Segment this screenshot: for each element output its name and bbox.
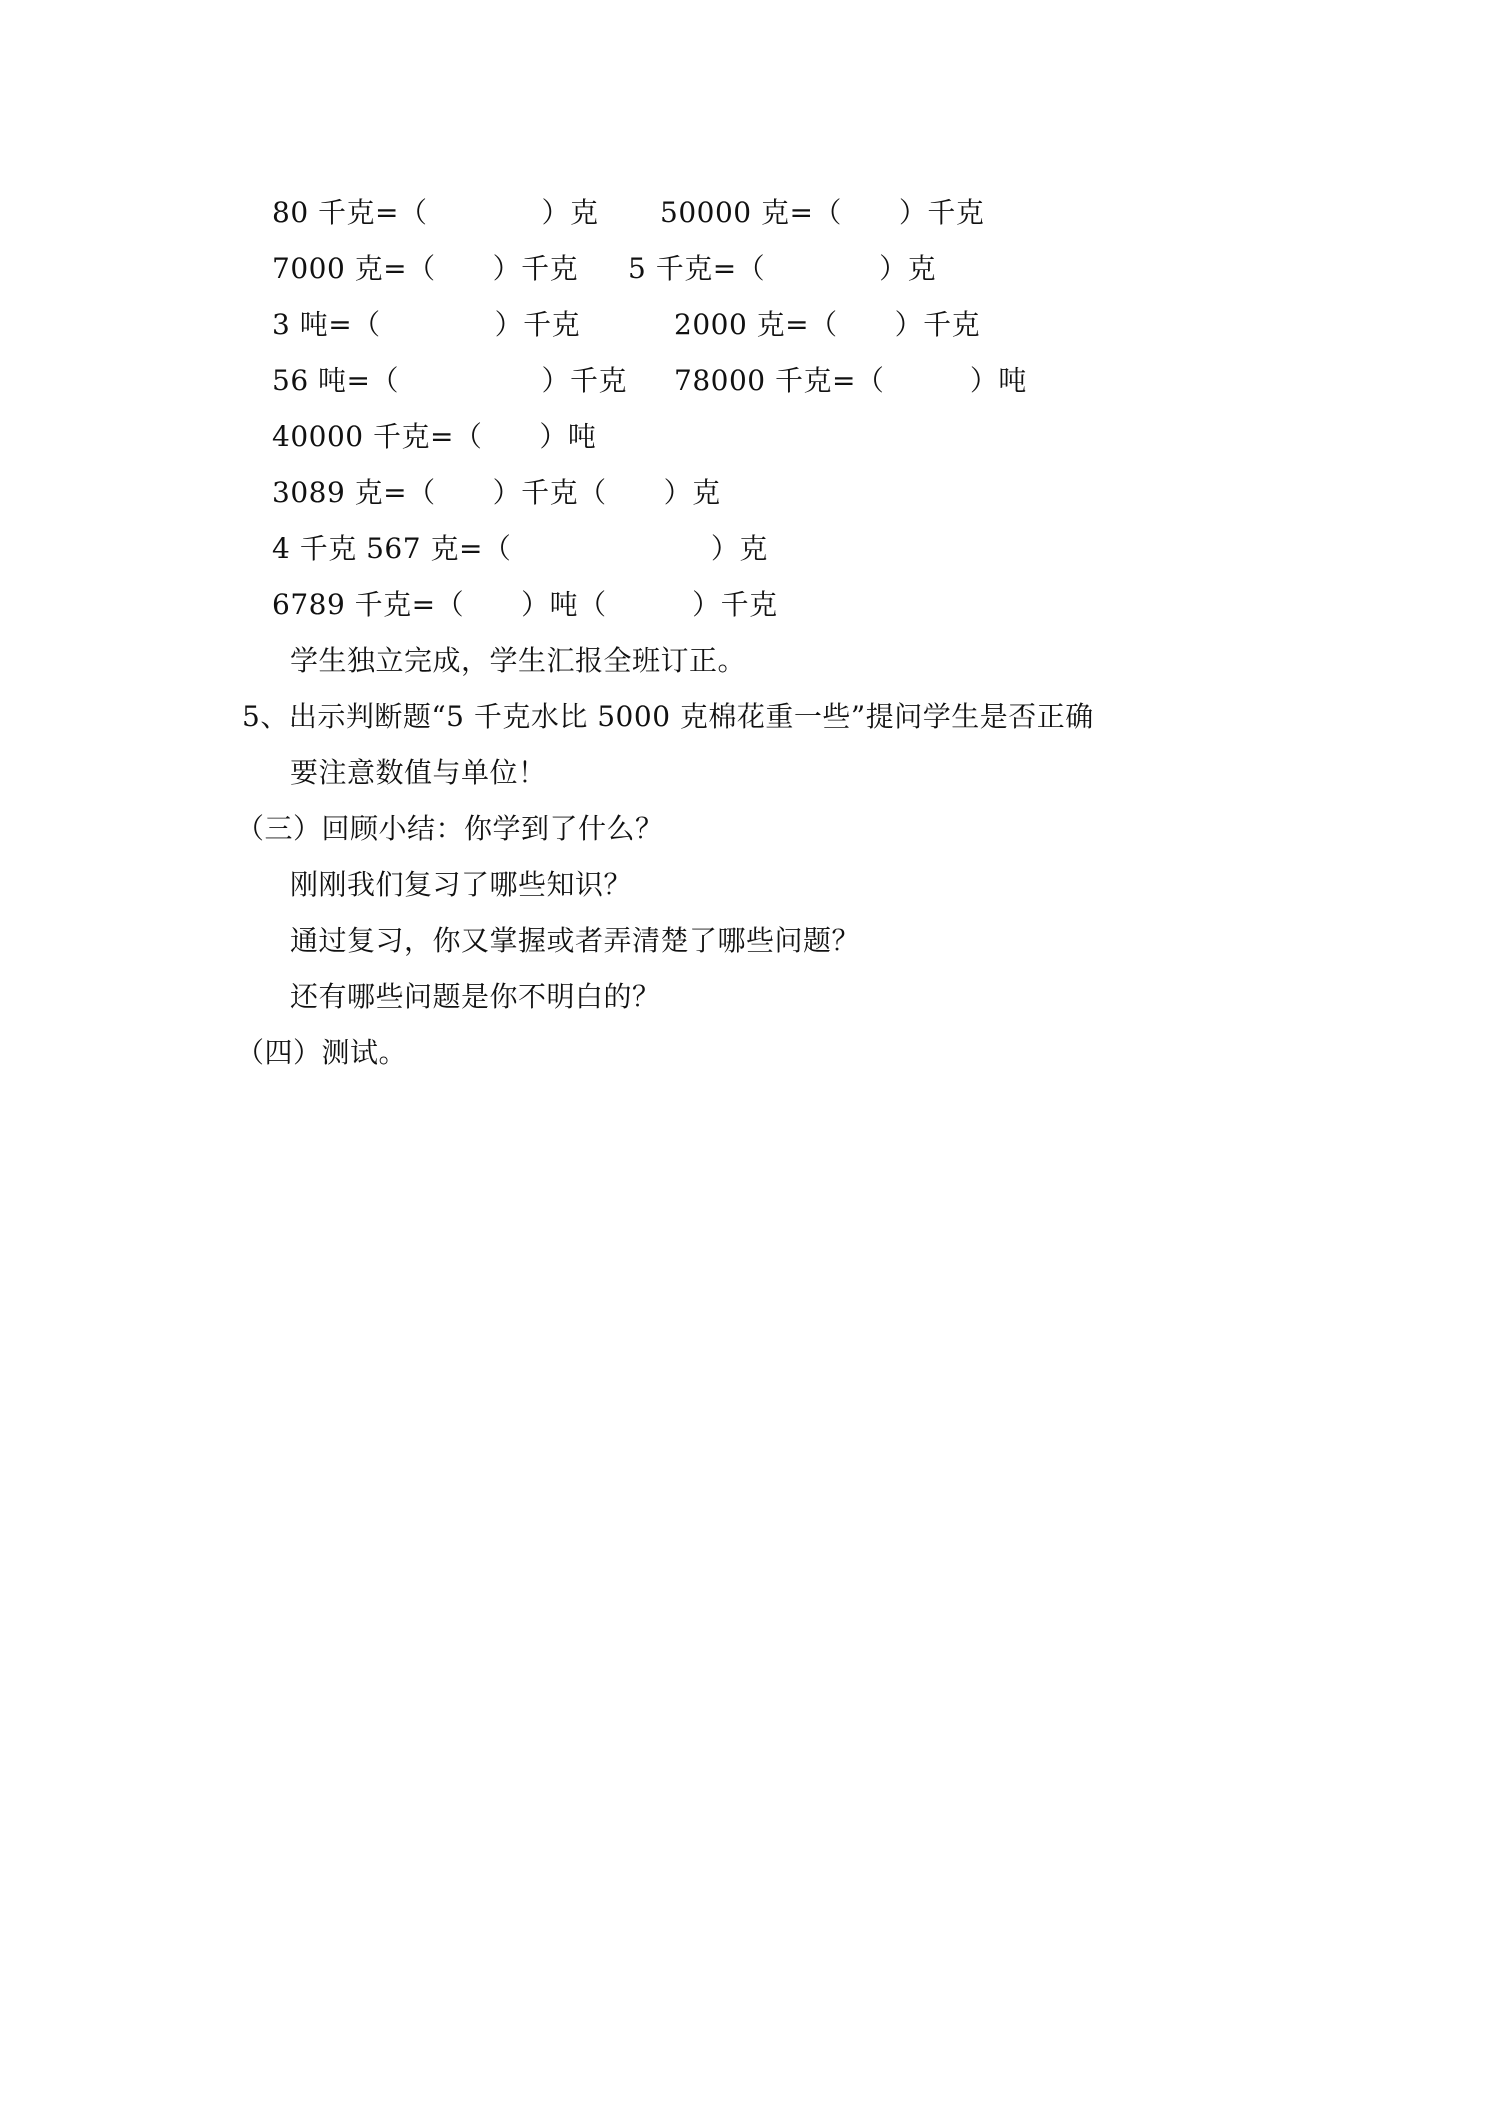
note-attention: 要注意数值与单位！: [290, 756, 547, 789]
exercise-6789kg-to-t-kg: 6789 千克=（ ）吨（ ）千克: [272, 588, 778, 621]
exercise-3089g-to-kg-g: 3089 克=（ ）千克（ ）克: [272, 476, 721, 509]
section-heading-test: （四）测试。: [236, 1036, 408, 1069]
section-heading-summary: （三）回顾小结：你学到了什么？: [236, 812, 664, 845]
summary-question-2: 通过复习，你又掌握或者弄清楚了哪些问题？: [290, 924, 861, 957]
item-5-judgement: 5、出示判断题“5 千克水比 5000 克棉花重一些”提问学生是否正确: [242, 700, 1094, 733]
exercise-7000g-to-kg: 7000 克=（ ）千克: [272, 252, 579, 285]
exercise-40000kg-to-t: 40000 千克=（ ）吨: [272, 420, 597, 453]
exercise-50000g-to-kg: 50000 克=（ ）千克: [660, 196, 985, 229]
summary-question-1: 刚刚我们复习了哪些知识？: [290, 868, 633, 901]
exercise-80kg-to-g: 80 千克=（ ）克: [272, 196, 599, 229]
exercise-56t-to-kg: 56 吨=（ ）千克: [272, 364, 627, 397]
exercise-78000kg-to-t: 78000 千克=（ ）吨: [674, 364, 1027, 397]
instruction-independent: 学生独立完成，学生汇报全班订正。: [290, 644, 747, 677]
exercise-3t-to-kg: 3 吨=（ ）千克: [272, 308, 581, 341]
exercise-2000g-to-kg: 2000 克=（ ）千克: [674, 308, 981, 341]
exercise-5kg-to-g: 5 千克=（ ）克: [628, 252, 937, 285]
summary-question-3: 还有哪些问题是你不明白的？: [290, 980, 661, 1013]
exercise-4kg567g-to-g: 4 千克 567 克=（ ）克: [272, 532, 768, 565]
